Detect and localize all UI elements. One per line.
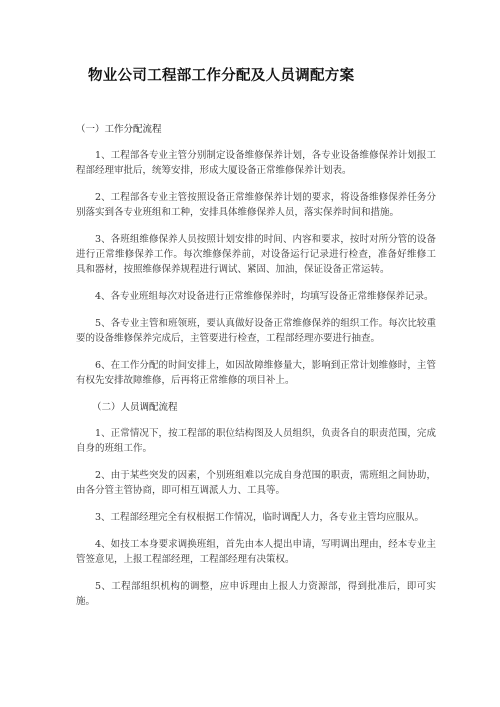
paragraph: 5、工程部组织机构的调整，应申诉理由上报人力资源部，得到批准后，即可实施。 <box>76 581 436 607</box>
paragraph: 4、如技工本身要求调换班组，首先由本人提出申请，写明调出理由，经本专业主管签意见，上报工程部经理，工程部经理有决策权。 <box>76 539 436 565</box>
paragraph: 1、正常情况下，按工程部的职位结构图及人员组织，负责各自的职责范围，完成自身的班组工作。 <box>76 428 436 454</box>
paragraph: 4、各专业班组每次对设备进行正常维修保养时，均填写设备正常维修保养记录。 <box>95 291 434 302</box>
paragraph: 6、在工作分配的时间安排上，如因故障维修量大，影响到正常计划维修时，主管有权先安排故障维修，后再将正常维修的项目补上。 <box>76 360 436 386</box>
paragraph: 2、工程部各专业主管按照设备正常维修保养计划的要求，将设备维修保养任务分别落实到各专业班组和工种，安排具体维修保养人员，落实保养时间和措施。 <box>76 192 436 218</box>
paragraph: 5、各专业主管和班领班，要认真做好设备正常维修保养的组织工作。每次比较重要的设备维修保养完成后，主管要进行检查，工程部经理亦要进行抽查。 <box>76 318 436 344</box>
paragraph: 2、由于某些突发的因素，个别班组难以完成自身范围的职责，需班组之间协助，由各分管主管协商，即可相互调派人力、工具等。 <box>76 470 436 496</box>
paragraph: 3、工程部经理完全有权根据工作情况，临时调配人力，各专业主管均应服从。 <box>95 512 425 523</box>
section-heading-work-assignment: （一）工作分配流程 <box>76 124 162 135</box>
document-title: 物业公司工程部工作分配及人员调配方案 <box>88 67 355 84</box>
paragraph: 1、工程部各专业主管分别制定设备维修保养计划，各专业设备维修保养计划报工程部经理审批后，统筹安排，形成大厦设备正常维修保养计划表。 <box>76 150 436 176</box>
section-heading-staff-allocation: （二）人员调配流程 <box>92 402 178 413</box>
paragraph: 3、各班组维修保养人员按照计划安排的时间、内容和要求，按时对所分管的设备进行正常维修保养工作。每次维修保养前，对设备运行记录进行检查，准备好维修工具和器材，按照维修保养规程进行调试、紧固、加油，保证设备正常运转。 <box>76 234 436 275</box>
document-body <box>76 122 436 609</box>
